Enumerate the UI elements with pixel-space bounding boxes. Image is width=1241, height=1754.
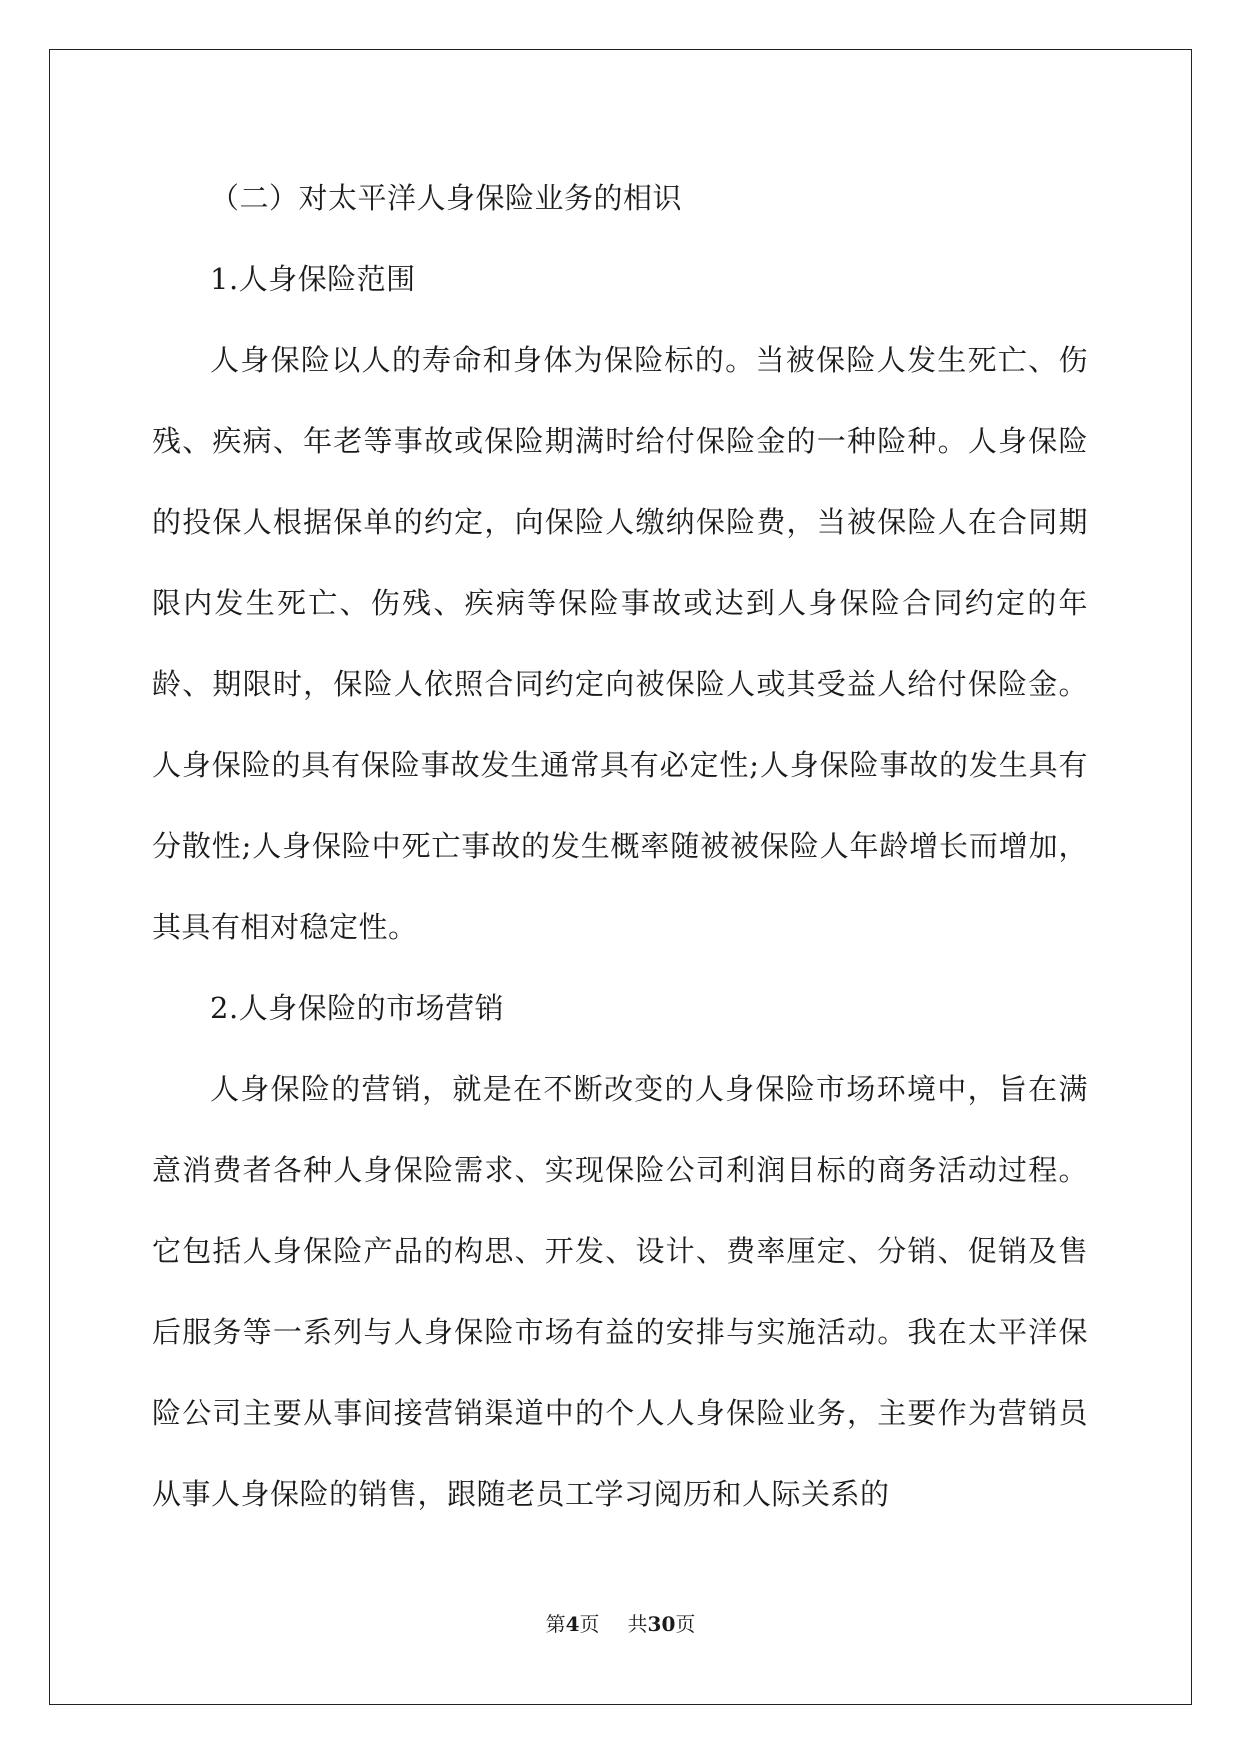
document-body bbox=[152, 158, 1088, 1535]
section-heading: （二）对太平洋人身保险业务的相识 bbox=[210, 181, 683, 215]
total-prefix: 共 bbox=[627, 1612, 648, 1636]
page-prefix: 第 bbox=[545, 1612, 566, 1636]
page-current: 4 bbox=[565, 1612, 580, 1636]
total-suffix: 页 bbox=[675, 1612, 696, 1636]
paragraph-1: 人身保险以人的寿命和身体为保险标的。当被保险人发生死亡、伤残、疾病、年老等事故或保险期满时给付保险金的一种险种。人身保险的投保人根据保单的约定，向保险人缴纳保险费，当被保险人在合同期限内发生死亡、伤残、疾病等保险事故或达到人身保险合同约定的年龄、期限时，保险人依照合同约定向被保险人或其受益人给付保险金。人身保险的具有保险事故发生通常具有必定性;人身保险事故的发生具有分散性;人身保险中死亡事故的发生概率随被被保险人年龄增长而增加，其具有相对稳定性。 bbox=[152, 343, 1088, 944]
page-total: 30 bbox=[647, 1612, 676, 1636]
subsection-heading-2: 2.人身保险的市场营销 bbox=[210, 991, 505, 1025]
page-footer bbox=[0, 1612, 1241, 1636]
page-suffix: 页 bbox=[579, 1612, 600, 1636]
subsection-heading-1: 1.人身保险范围 bbox=[210, 262, 416, 296]
paragraph-2: 人身保险的营销，就是在不断改变的人身保险市场环境中，旨在满意消费者各种人身保险需求、实现保险公司利润目标的商务活动过程。它包括人身保险产品的构思、开发、设计、费率厘定、分销、促销及售后服务等一系列与人身保险市场有益的安排与实施活动。我在太平洋保险公司主要从事间接营销渠道中的个人人身保险业务，主要作为营销员从事人身保险的销售，跟随老员工学习阅历和人际关系的 bbox=[152, 1072, 1088, 1511]
